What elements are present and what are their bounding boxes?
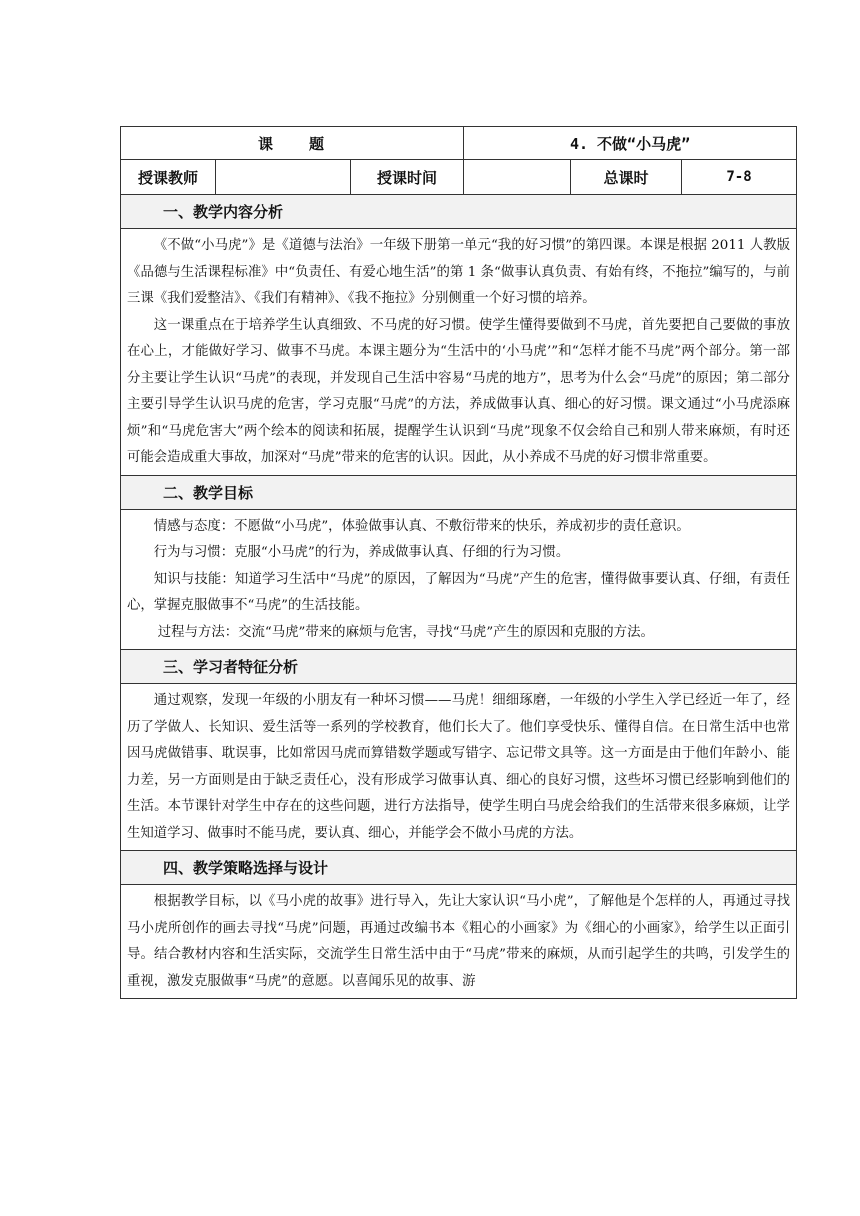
topic-value: 4. 不做“小马虎” [464,127,797,160]
section-body-row [121,885,797,999]
section-heading: 四、教学策略选择与设计 [121,851,797,885]
section-body-row [121,229,797,476]
section-heading-row [121,475,797,509]
time-label: 授课时间 [351,160,464,195]
section-body-row [121,509,797,650]
topic-row [121,127,797,160]
section-body-row [121,684,797,851]
section-heading: 一、教学内容分析 [121,195,797,229]
section-heading-row [121,650,797,684]
topic-label: 课 题 [121,127,464,160]
teacher-value [216,160,351,195]
hours-label: 总课时 [571,160,682,195]
section-heading-row [121,195,797,229]
paragraph: 通过观察，发现一年级的小朋友有一种坏习惯——马虎！细细琢磨，一年级的小学生入学已经近一年了，经历了学做人、长知识、爱生活等一系列的学校教育，他们长大了。他们享受快乐、懂得自信。在日常生活中也常因马虎做错事、耽误事，比如常因马虎而算错数学题或写错字、忘记带文具等。这一方面是由于他们年龄小、能力差，另一方面则是由于缺乏责任心，没有形成学习做事认真、细心的良好习惯，这些坏习惯已经影响到他们的生活。本节课针对学生中存在的这些问题，进行方法指导，使学生明白马虎会给我们的生活带来很多麻烦，让学生知道学习、做事时不能马虎，要认真、细心，并能学会不做小马虎的方法。 [127,693,791,841]
paragraph: 过程与方法：交流“马虎”带来的麻烦与危害，寻找“马虎”产生的原因和克服的方法。 [157,624,654,640]
section-body [121,885,797,999]
section-heading: 三、学习者特征分析 [121,650,797,684]
paragraph: 行为与习惯：克服“小马虎”的行为，养成做事认真、仔细的行为习惯。 [153,545,570,560]
teacher-label: 授课教师 [121,160,216,195]
section-body [121,229,797,476]
paragraph: 《不做“小马虎”》是《道德与法治》一年级下册第一单元“我的好习惯”的第四课。本课是根据 2011 人教版《品德与生活课程标准》中“负责任、有爱心地生活”的第 1 条“做事认真负责、有始有终，不拖拉”编写的，与前三课《我们爱整洁》、《我们有精神》、《我不拖拉》分别侧重一个好习惯的培养。 [127,238,791,306]
lesson-plan-table [120,126,797,999]
paragraph: 根据教学目标，以《马小虎的故事》进行导入，先让大家认识“马小虎”，了解他是个怎样的人，再通过寻找马小虎所创作的画去寻找“马虎”问题，再通过改编书本《粗心的小画家》为《细心的小画家》，给学生以正面引导。结合教材内容和生活实际，交流学生日常生活中由于“马虎”带来的麻烦，从而引起学生的共鸣，引发学生的重视，激发克服做事“马虎”的意愿。以喜闻乐见的故事、游 [127,894,791,989]
section-body [121,684,797,851]
section-heading-row [121,851,797,885]
section-body [121,509,797,650]
paragraph: 知识与技能：知道学习生活中“马虎”的原因，了解因为“马虎”产生的危害，懂得做事要认真、仔细，有责任心，掌握克服做事不“马虎”的生活技能。 [127,571,791,613]
paragraph: 这一课重点在于培养学生认真细致、不马虎的好习惯。使学生懂得要做到不马虎，首先要把自己要做的事放在心上，才能做好学习、做事不马虎。本课主题分为“生活中的‘小马虎’”和“怎样才能不马虎”两个部分。第一部分主要让学生认识“马虎”的表现，并发现自己生活中容易“马虎的地方”，思考为什么会“马虎”的原因；第二部分主要引导学生认识马虎的危害，学习克服“马虎”的方法，养成做事认真、细心的好习惯。课文通过“小马虎添麻烦”和“马虎危害大”两个绘本的阅读和拓展，提醒学生认识到“马虎”现象不仅会给自己和别人带来麻烦，有时还可能会造成重大事故，加深对“马虎”带来的危害的认识。因此，从小养成不马虎的好习惯非常重要。 [127,317,791,465]
info-row [121,160,797,195]
time-value [464,160,571,195]
hours-value: 7-8 [682,160,797,195]
section-heading: 二、教学目标 [121,475,797,509]
paragraph: 情感与态度：不愿做“小马虎”，体验做事认真、不敷衍带来的快乐，养成初步的责任意识。 [153,518,690,534]
